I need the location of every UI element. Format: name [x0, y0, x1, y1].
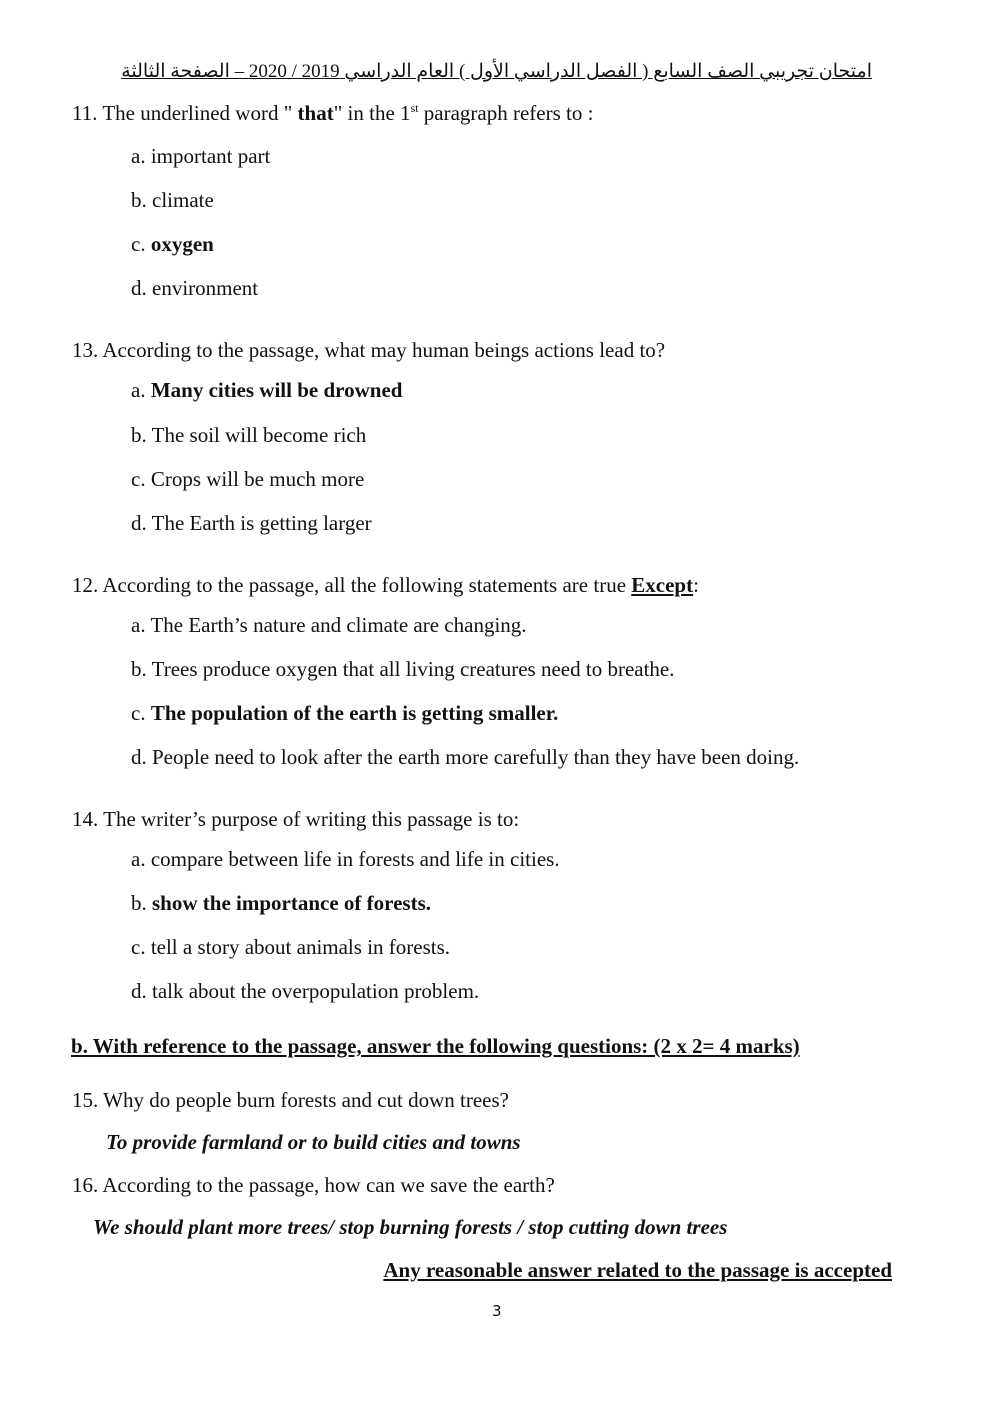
option-13b: b. The soil will become rich [131, 423, 367, 447]
option-12c-label: c. [131, 701, 151, 725]
grading-note: Any reasonable answer related to the passage is accepted [383, 1258, 892, 1282]
option-12c [131, 701, 558, 726]
question-11-suffix: paragraph refers to : [418, 101, 594, 125]
option-11a: a. important part [131, 144, 271, 168]
option-11c [131, 232, 214, 257]
question-11-mid: " in the 1 [333, 101, 411, 125]
question-12-suffix: : [693, 573, 699, 597]
answer-12: The population of the earth is getting smaller. [150, 701, 559, 725]
option-13a [131, 378, 402, 403]
option-13a-label: a. [131, 378, 151, 402]
question-16: 16. According to the passage, how can we save the earth? [72, 1173, 555, 1197]
answer-11: oxygen [150, 232, 214, 256]
question-11 [72, 101, 593, 126]
option-11b: b. climate [131, 188, 214, 212]
option-14b [131, 891, 431, 916]
option-13d: d. The Earth is getting larger [131, 511, 372, 535]
question-14: 14. The writer’s purpose of writing this passage is to: [72, 807, 520, 831]
question-13: 13. According to the passage, what may human beings actions lead to? [72, 338, 666, 362]
option-14d: d. talk about the overpopulation problem. [131, 979, 480, 1003]
answer-13: Many cities will be drowned [150, 378, 403, 402]
answer-16: We should plant more trees/ stop burning forests / stop cutting down trees [93, 1215, 728, 1239]
section-b-heading: b. With reference to the passage, answer the following questions: (2 x 2= 4 marks) [71, 1034, 800, 1058]
answer-14: show the importance of forests. [152, 891, 431, 915]
option-14c: c. tell a story about animals in forests. [131, 935, 451, 959]
page-number: 3 [492, 1302, 502, 1320]
option-11d: d. environment [131, 276, 259, 300]
option-13c: c. Crops will be much more [131, 467, 365, 491]
question-12 [72, 573, 699, 598]
option-12d: d. People need to look after the earth more carefully than they have been doing. [131, 745, 800, 769]
question-11-prefix: 11. The underlined word " [72, 101, 298, 125]
question-12-keyword: Except [631, 573, 694, 597]
page-header: امتحان تجريبي الصف السابع ( الفصل الدراسي الأول ) العام الدراسي 2019 / 2020 – الصفحة الثالثة [121, 61, 872, 82]
option-12b: b. Trees produce oxygen that all living creatures need to breathe. [131, 657, 675, 681]
option-12a: a. The Earth’s nature and climate are changing. [131, 613, 527, 637]
question-12-prefix: 12. According to the passage, all the following statements are true [72, 573, 632, 597]
option-14a: a. compare between life in forests and life in cities. [131, 847, 560, 871]
question-15: 15. Why do people burn forests and cut down trees? [72, 1088, 510, 1112]
question-11-keyword: that [297, 101, 334, 125]
option-11c-label: c. [131, 232, 151, 256]
question-11-sup: st [410, 101, 419, 115]
answer-15: To provide farmland or to build cities and towns [106, 1130, 521, 1154]
option-14b-label: b. [131, 891, 152, 915]
